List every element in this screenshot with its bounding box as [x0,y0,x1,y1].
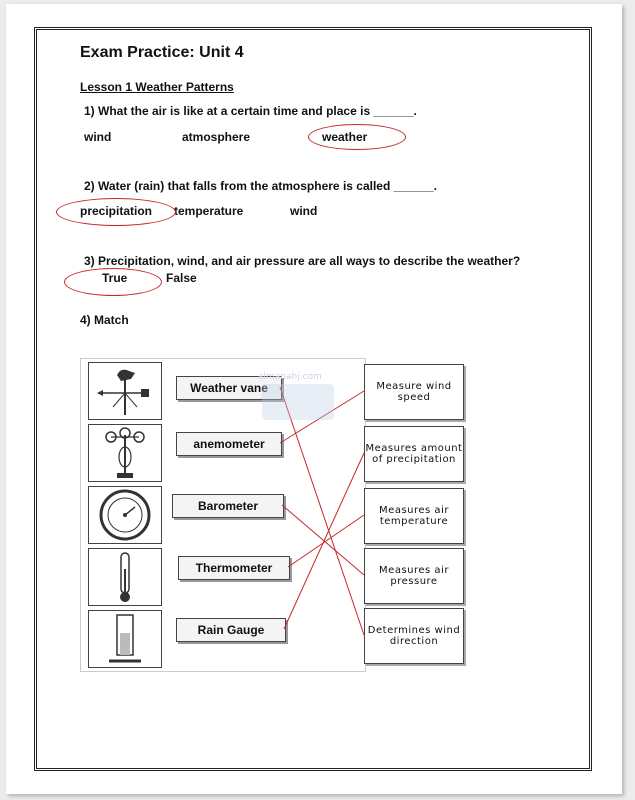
thermometer-icon [88,548,162,606]
question-3 [84,254,520,268]
watermark-logo [262,384,334,420]
question-text: What the air is like at a certain time and place is ______. [98,104,417,118]
option-precipitation: precipitation [80,204,153,218]
label-weather-vane: Weather vane [176,376,282,400]
definition-temperature: Measures air temperature [364,488,464,544]
page-title: Exam Practice: Unit 4 [80,44,244,61]
question-2 [84,179,437,193]
answer-circle-q2 [56,198,176,226]
label-anemometer: anemometer [176,432,282,456]
question-number: 1) [84,104,95,118]
question-text: Water (rain) that falls from the atmosphere is called ______. [98,179,438,193]
definition-air-pressure: Measures air pressure [364,548,464,604]
answer-circle-q1 [308,124,406,150]
option-wind: wind [84,130,112,144]
label-thermometer: Thermometer [178,556,290,580]
option-weather: weather [322,130,368,144]
option-temperature: temperature [174,204,244,218]
answer-circle-q3 [64,268,162,296]
definition-wind-speed: Measure wind speed [364,364,464,420]
question-number: 2) [84,179,95,193]
definition-precipitation: Measures amount of precipitation [364,426,464,482]
option-false: False [166,271,197,285]
barometer-icon [88,486,162,544]
rain-gauge-icon [88,610,162,668]
lesson-heading: Lesson 1 Weather Patterns [80,80,234,94]
option-atmosphere: atmosphere [182,130,251,144]
question-1 [84,104,417,118]
definition-wind-direction: Determines wind direction [364,608,464,664]
option-wind-2: wind [290,204,318,218]
label-rain-gauge: Rain Gauge [176,618,286,642]
option-true: True [102,271,128,285]
weather-vane-icon [88,362,162,420]
watermark: almanahj.com [258,372,322,382]
label-barometer: Barometer [172,494,284,518]
anemometer-icon [88,424,162,482]
question-number: 3) [84,254,95,268]
question-text: Match [94,313,129,327]
question-number: 4) [80,313,91,327]
question-text: Precipitation, wind, and air pressure are all ways to describe the weather? [98,254,521,268]
question-4 [80,313,129,327]
